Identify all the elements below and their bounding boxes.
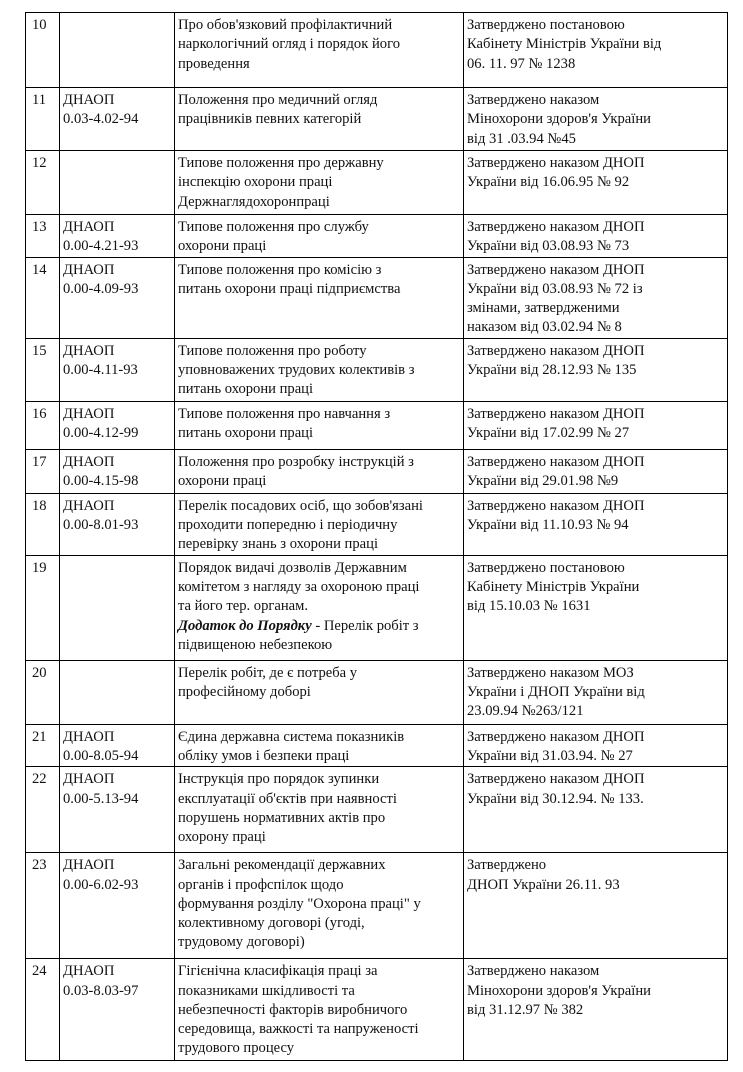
appendix-text-line: підвищеною небезпекою [178,636,333,653]
appendix-label: Додаток до Порядку [178,617,312,634]
title-line: Положення про медичний огляд [178,92,378,108]
title-line: Типове положення про службу [178,219,369,235]
table-row [26,493,728,555]
code-line: ДНАОП [63,963,115,980]
title-line: проходити попередню і періодичну [178,517,398,534]
approval-cell [464,959,728,1061]
row-number-cell [26,724,60,767]
row-number-cell [26,338,60,401]
approval-line: України від 31.03.94. № 27 [467,747,633,764]
approval-line: від 15.10.03 № 1631 [467,598,591,615]
approval-line: Затверджено наказом ДНОП [467,342,645,359]
row-number-cell [26,257,60,338]
code-cell [60,853,175,959]
appendix-note [178,617,460,636]
title-cell [175,215,464,258]
code-line: 0.00-6.02-93 [63,876,139,893]
title-line: професійному доборі [178,683,311,700]
title-line: Загальні рекомендації державних [178,857,386,874]
code-line [63,683,171,702]
code-cell [60,449,175,493]
code-cell [60,151,175,215]
approval-line: Кабінету Міністрів України від [467,36,662,53]
code-line: ДНАОП [63,92,115,108]
title-line: Про обов'язковий профілактичний [178,17,393,33]
title-line: та його тер. органам. [178,598,309,615]
row-number: 19 [32,559,47,576]
title-line: органів і профспілок щодо [178,876,344,893]
title-cell [175,853,464,959]
approval-line: Мінохорони здоров'я України [467,111,651,128]
code-line: ДНАОП [63,261,115,278]
title-line: трудовому договорі) [178,934,305,951]
approval-line: Затверджено наказом ДНОП [467,261,645,278]
title-line: охорони праці [178,473,267,490]
table-row [26,401,728,449]
code-line: 0.00-8.05-94 [63,747,139,764]
approval-cell [464,215,728,258]
approval-cell [464,88,728,151]
title-cell [175,767,464,853]
title-line: питань охорони праці [178,381,314,398]
code-line [63,578,171,597]
approval-line: від 31 .03.94 №45 [467,130,576,147]
approval-line: України від 16.06.95 № 92 [467,174,630,191]
title-line: охорону праці [178,829,266,846]
row-number: 22 [32,771,47,788]
title-line: проведення [178,55,250,72]
approval-cell [464,151,728,215]
title-line: Типове положення про роботу [178,342,367,359]
code-cell [60,767,175,853]
code-line: 0.03-8.03-97 [63,982,139,999]
title-line: Положення про розробку інструкцій з [178,453,414,470]
row-number-cell [26,449,60,493]
code-line: ДНАОП [63,342,115,359]
table-row [26,215,728,258]
table-row [26,151,728,215]
title-line: Держнаглядохоронпраці [178,193,330,210]
row-number-cell [26,660,60,724]
approval-line: наказом від 03.02.94 № 8 [467,319,622,336]
approval-cell [464,555,728,660]
code-line: ДНАОП [63,728,115,745]
regulations-table [25,12,728,1061]
title-cell [175,555,464,660]
code-line [63,16,171,35]
code-line: 0.03-4.02-94 [63,111,139,128]
title-line: Перелік робіт, де є потреба у [178,664,358,681]
row-number: 13 [32,219,47,235]
code-line: ДНАОП [63,857,115,874]
code-cell [60,959,175,1061]
table-row [26,88,728,151]
row-number: 12 [32,155,47,171]
table-row [26,660,728,724]
approval-line: Мінохорони здоров'я України [467,982,651,999]
title-line: наркологічний огляд і порядок його [178,36,400,53]
approval-cell [464,449,728,493]
code-cell [60,13,175,88]
title-line: Типове положення про державну [178,155,384,171]
approval-line: України від 03.08.93 № 72 із [467,280,643,297]
approval-line: Затверджено наказом ДНОП [467,405,645,422]
title-line: перевірку знань з охорони праці [178,536,378,553]
code-cell [60,338,175,401]
title-cell [175,13,464,88]
row-number-cell [26,215,60,258]
row-number: 24 [32,963,47,980]
title-line: середовища, важкості та напруженості [178,1021,419,1038]
code-line: ДНАОП [63,405,115,422]
approval-line: Кабінету Міністрів України [467,578,640,595]
title-line: охорони праці [178,238,267,255]
approval-cell [464,767,728,853]
approval-cell [464,338,728,401]
row-number: 21 [32,728,47,745]
code-line: ДНАОП [63,497,115,514]
title-line: уповноважених трудових колективів з [178,362,415,379]
code-line: 0.00-8.01-93 [63,517,139,534]
approval-line: від 31.12.97 № 382 [467,1001,584,1018]
code-line: ДНАОП [63,219,115,235]
code-cell [60,660,175,724]
row-number-cell [26,13,60,88]
approval-line: Затверджено наказом [467,963,600,980]
approval-line: Затверджено наказом ДНОП [467,453,645,470]
title-line: небезпечності факторів виробничого [178,1001,408,1018]
title-line: питань охорони праці підприємства [178,280,401,297]
title-line: обліку умов і безпеки праці [178,747,350,764]
approval-line: Затверджено наказом ДНОП [467,219,645,235]
code-cell [60,257,175,338]
approval-cell [464,13,728,88]
approval-line: Затверджено наказом ДНОП [467,771,645,788]
row-number-cell [26,151,60,215]
document-page [25,12,727,1061]
title-cell [175,151,464,215]
row-number: 15 [32,342,47,359]
approval-line: Затверджено постановою [467,17,625,33]
row-number-cell [26,853,60,959]
row-number-cell [26,767,60,853]
approval-line: 06. 11. 97 № 1238 [467,55,576,72]
title-line: колективному договорі (угоді, [178,915,365,932]
code-line: ДНАОП [63,453,115,470]
title-line: Перелік посадових осіб, що зобов'язані [178,497,423,514]
code-line: 0.00-4.11-93 [63,362,138,379]
approval-line: Затверджено наказом ДНОП [467,728,645,745]
approval-cell [464,257,728,338]
row-number-cell [26,493,60,555]
title-line: формування розділу "Охорона праці" у [178,895,421,912]
title-cell [175,660,464,724]
title-cell [175,88,464,151]
title-line: Типове положення про навчання з [178,405,391,422]
row-number-cell [26,88,60,151]
approval-line: Затверджено [467,857,547,874]
approval-cell [464,853,728,959]
approval-line: України від 30.12.94. № 133. [467,790,644,807]
approval-line: України від 28.12.93 № 135 [467,362,637,379]
row-number-cell [26,555,60,660]
approval-line: України від 29.01.98 №9 [467,473,619,490]
approval-line: Затверджено постановою [467,559,625,576]
appendix-text: - Перелік робіт з [311,617,419,634]
title-cell [175,449,464,493]
code-line [63,154,171,173]
code-line [63,664,171,683]
approval-line: України від 17.02.99 № 27 [467,425,630,442]
title-cell [175,401,464,449]
code-line: 0.00-4.15-98 [63,473,139,490]
title-line: трудового процесу [178,1040,295,1057]
row-number: 11 [32,92,47,108]
title-line: порушень нормативних актів про [178,809,386,826]
approval-line: Затверджено наказом ДНОП [467,155,645,171]
approval-line: Затверджено наказом МОЗ [467,664,634,681]
code-line: 0.00-4.12-99 [63,425,139,442]
title-line: Гігієнічна класифікація праці за [178,963,378,980]
row-number: 23 [32,857,47,874]
title-line: Типове положення про комісію з [178,261,382,278]
approval-line: України і ДНОП України від [467,683,645,700]
row-number-cell [26,401,60,449]
title-cell [175,724,464,767]
code-cell [60,215,175,258]
approval-line: Затверджено наказом ДНОП [467,497,645,514]
code-line: 0.00-4.09-93 [63,280,139,297]
table-row [26,724,728,767]
approval-line: 23.09.94 №263/121 [467,703,584,720]
title-line: питань охорони праці [178,425,314,442]
table-row [26,338,728,401]
title-cell [175,257,464,338]
title-line: інспекцію охорони праці [178,174,333,191]
approval-cell [464,401,728,449]
title-line: Порядок видачі дозволів Державним [178,559,407,576]
table-row [26,853,728,959]
approval-line: України від 11.10.93 № 94 [467,517,629,534]
title-cell [175,338,464,401]
title-line: показниками шкідливості та [178,982,355,999]
approval-line: змінами, затвердженими [467,300,620,317]
approval-cell [464,493,728,555]
code-cell [60,724,175,767]
row-number: 10 [32,17,47,33]
code-cell [60,555,175,660]
table-row [26,449,728,493]
title-line: комітетом з нагляду за охороною праці [178,578,420,595]
row-number: 17 [32,453,47,470]
code-line [63,35,171,54]
code-line: 0.00-4.21-93 [63,238,139,255]
title-cell [175,493,464,555]
table-row [26,555,728,660]
code-line: ДНАОП [63,771,115,788]
code-cell [60,401,175,449]
title-line: Інструкція про порядок зупинки [178,771,380,788]
approval-line: Затверджено наказом [467,92,600,108]
title-line: експлуатації об'єктів при наявності [178,790,397,807]
row-number-cell [26,959,60,1061]
row-number: 14 [32,261,47,278]
table-row [26,959,728,1061]
code-line [63,173,171,192]
approval-line: ДНОП України 26.11. 93 [467,876,620,893]
title-cell [175,959,464,1061]
approval-line: України від 03.08.93 № 73 [467,238,630,255]
table-row [26,767,728,853]
code-line [63,559,171,578]
title-line: працівників певних категорій [178,111,362,128]
code-line: 0.00-5.13-94 [63,790,139,807]
row-number: 16 [32,405,47,422]
approval-cell [464,660,728,724]
table-row [26,257,728,338]
approval-cell [464,724,728,767]
row-number: 18 [32,497,47,514]
table-row [26,13,728,88]
title-line: Єдина державна система показників [178,728,405,745]
code-cell [60,88,175,151]
row-number: 20 [32,664,47,681]
code-cell [60,493,175,555]
